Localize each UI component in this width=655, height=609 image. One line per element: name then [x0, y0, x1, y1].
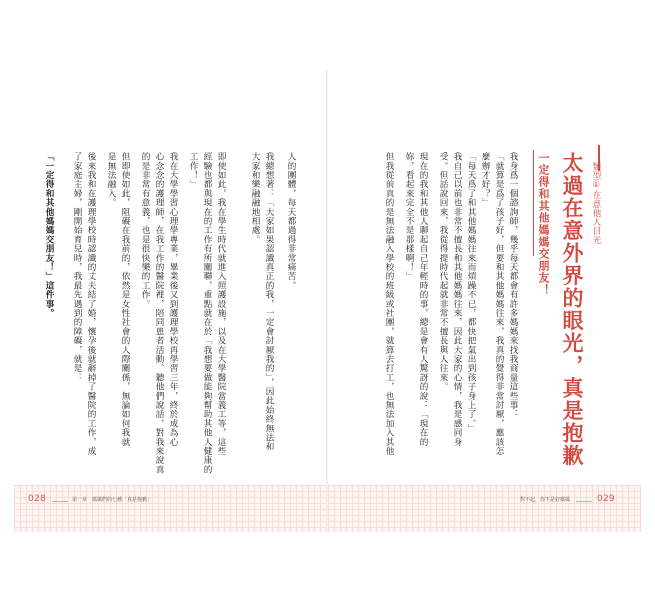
text-column: 我自己以前也非常不擅長和其他媽媽往來，因此大家的心情，我是感同身 — [452, 152, 462, 447]
text-column: 受。但話說回來，我從得提時代起就非常不擅長與人往來。 — [438, 152, 448, 392]
text-column: 我在大學學習心理學專業，畢業後又到護理學校再學習三年，終於成為心 — [168, 152, 178, 447]
category-tag: 類型①在意他人目光 — [591, 162, 601, 245]
left-page-number: 028 — [28, 494, 47, 504]
text-column: 妳，看起來完全不是那樣啊！」 — [404, 152, 414, 281]
text-column: 經驗也都與現在的工作有所關聯，重點就在於「我想要做能夠幫助其他人健康的 — [202, 152, 212, 474]
text-column: 是無法融入。 — [106, 152, 116, 208]
right-footer-line — [576, 501, 592, 502]
left-footer-chapter: 第一章 媽媽們的七種「真是抱歉」 — [72, 497, 153, 503]
text-column: 大家和樂融融地相處。 — [250, 152, 260, 244]
subhead-rule — [533, 150, 534, 256]
text-column: 心念念的護理師，在我工作的醫院裡，陪同患者活動、聽他們說話，對我來說真 — [154, 152, 164, 474]
book-gutter — [326, 70, 328, 532]
text-column: 了家庭主婦，剛開始育兒時，我最先遇到的障礙，就是： — [72, 152, 82, 382]
right-page-number: 029 — [597, 494, 616, 504]
section-subhead: 一定得和其他媽媽交朋友！ — [537, 152, 550, 296]
right-page — [327, 70, 641, 532]
text-column: 即使如此，我在學生時代就進入照護設施，以及在大學醫院當義工等，這些 — [216, 152, 226, 456]
left-footer-line — [52, 501, 68, 502]
text-column: 但即使如此，阻礙在我前的，依然是女性社會的人際關係，無論如何我就 — [120, 152, 130, 447]
text-column-emphasis: 「一定得和其他媽媽交朋友！」這件事。 — [44, 152, 54, 318]
right-footer-title: 對不起，你不是好媽媽 — [520, 497, 571, 503]
text-column: 人的團體，每天都過得非常痛苦。 — [286, 152, 296, 290]
left-footer-grid — [14, 485, 326, 532]
right-footer-grid — [328, 485, 641, 532]
text-column: 後來我和在護理學校時認識的丈夫結了婚，懷孕後就辭掉了醫院的工作，成 — [86, 152, 96, 456]
text-column: 現在的我和其他人聊起自己年輕時的事，總是會有人驚訝的說：「現在的 — [418, 152, 428, 447]
text-column: 「每天爲了和其他媽媽往來而煩躁不已，都快把氣出到孩子身上了。」 — [466, 152, 476, 433]
text-column: 「就算是爲了孩子好，但要和其他媽媽往來，我真的覺得非常討厭，應該怎 — [494, 152, 504, 456]
text-column: 麼辦才好？」 — [480, 152, 490, 208]
text-column: 工作！」 — [188, 152, 198, 189]
section-title: 太過在意外界的眼光，真是抱歉 — [560, 152, 584, 467]
text-column: 我總想著：「大家如果認識真正的我，一定會討厭我的」，因此始終無法和 — [264, 152, 274, 452]
text-column: 但我從前真的是無法融入學校的班級或社團，就算去打工，也無法加入其他 — [384, 152, 394, 456]
text-column: 我身爲一個諮詢師，幾乎每天都會有許多媽媽來找我商量這些事： — [508, 152, 518, 419]
text-column: 的是非常有意義，也是很快樂的工作。 — [140, 152, 150, 309]
